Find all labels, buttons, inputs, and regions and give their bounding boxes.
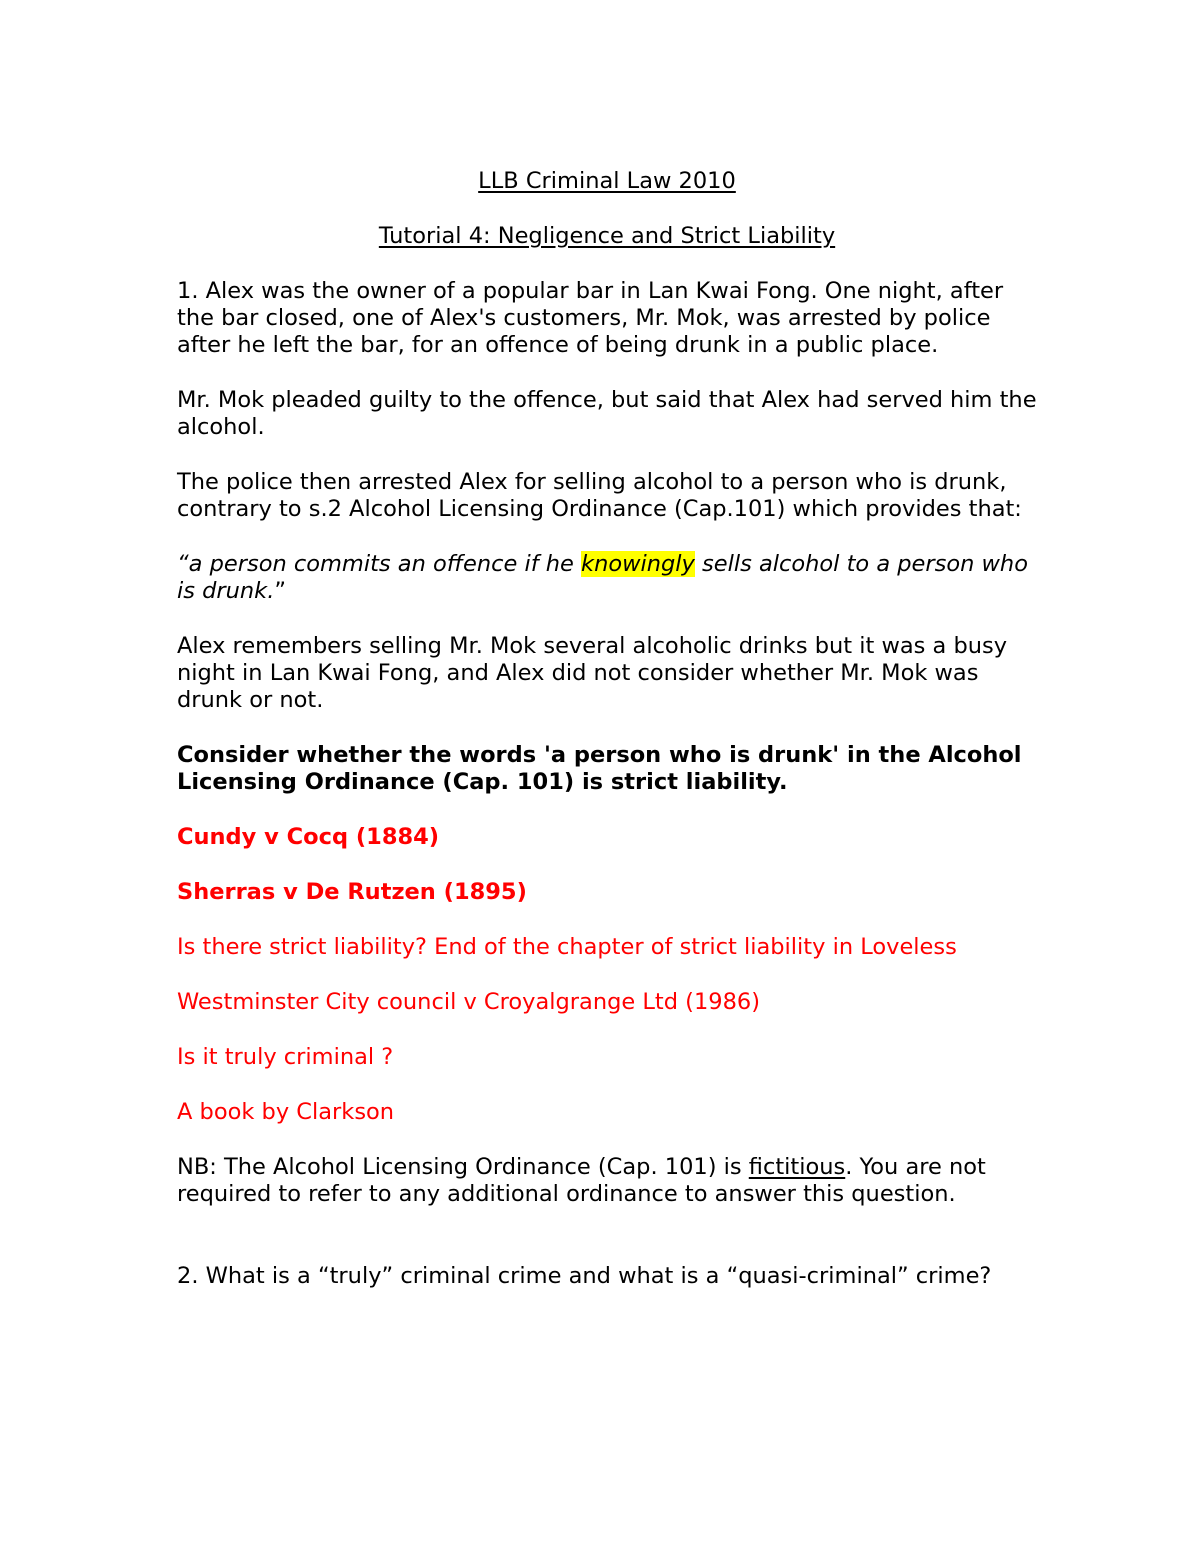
- annotation-note-2: Westminster City council v Croyalgrange Ltd (1986): [177, 989, 760, 1015]
- question-2: 2. What is a “truly” criminal crime and what is a “quasi-criminal” crime?: [177, 1263, 992, 1289]
- nb-text-after: . You are not required to refer to any additional ordinance to answer this question.: [177, 1154, 986, 1207]
- question-1-paragraph-2: Mr. Mok pleaded guilty to the offence, but said that Alex had served him the alcohol.: [177, 387, 1037, 440]
- document-page: [177, 168, 1037, 1290]
- annotation-note-3: Is it truly criminal ?: [177, 1044, 394, 1070]
- question-1-paragraph-1: 1. Alex was the owner of a popular bar in Lan Kwai Fong. One night, after the bar closed, one of Alex's customers, Mr. Mok, was arrested by police after he left the bar, for an offence of being drunk in a public place.: [177, 278, 1004, 358]
- annotation-note-4: A book by Clarkson: [177, 1099, 395, 1125]
- quote-close-mark: ”: [274, 578, 287, 604]
- case-note-2: Sherras v De Rutzen (1895): [177, 879, 527, 905]
- highlighted-word: knowingly: [581, 551, 695, 577]
- quote-text-after: sells alcohol to a person who is drunk.: [177, 551, 1028, 604]
- nb-text-before: NB: The Alcohol Licensing Ordinance (Cap. 101) is: [177, 1154, 749, 1180]
- nb-paragraph: [177, 1154, 1037, 1208]
- document-title: LLB Criminal Law 2010: [478, 168, 736, 194]
- statute-quote: [177, 551, 1037, 605]
- quote-text-before: “a person commits an offence if he: [177, 551, 582, 577]
- annotation-note-1: Is there strict liability? End of the chapter of strict liability in Loveless: [177, 934, 957, 960]
- case-note-1: Cundy v Cocq (1884): [177, 824, 440, 850]
- tutorial-subtitle: Tutorial 4: Negligence and Strict Liability: [378, 223, 836, 249]
- question-1-paragraph-4: Alex remembers selling Mr. Mok several alcoholic drinks but it was a busy night in Lan Kwai Fong, and Alex did not consider whether Mr. Mok was drunk or not.: [177, 633, 1008, 713]
- question-1-prompt: Consider whether the words 'a person who is drunk' in the Alcohol Licensing Ordinance (Cap. 101) is strict liability.: [177, 742, 1022, 795]
- nb-underlined-word: fictitious: [748, 1154, 846, 1180]
- question-1-paragraph-3: The police then arrested Alex for selling alcohol to a person who is drunk, contrary to s.2 Alcohol Licensing Ordinance (Cap.101) which provides that:: [177, 469, 1022, 522]
